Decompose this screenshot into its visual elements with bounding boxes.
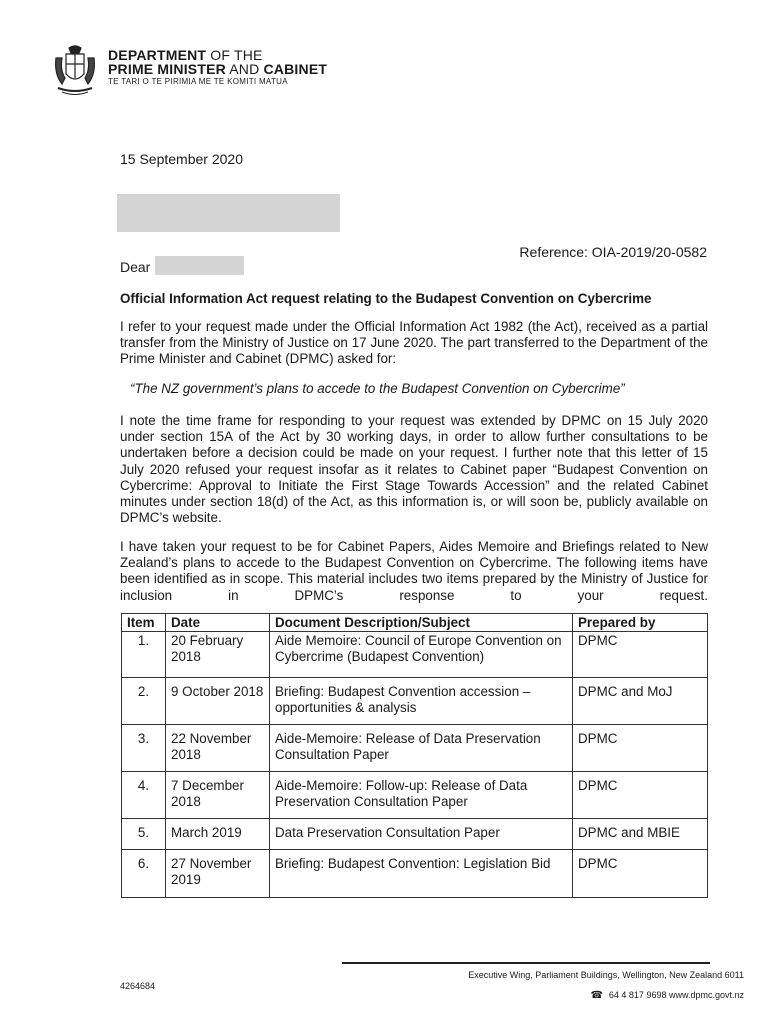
document-id: 4264684 xyxy=(120,981,156,991)
telephone-icon: ☎ xyxy=(590,990,603,1001)
cell-date: March 2019 xyxy=(166,819,270,850)
maori-dept-name: TE TARI O TE PIRIMIA ME TE KOMITI MATUA xyxy=(108,77,288,86)
cell-subject: Data Preservation Consultation Paper xyxy=(270,819,573,850)
cell-prepared-by: DPMC xyxy=(573,850,708,898)
cell-date: 20 February 2018 xyxy=(166,632,270,678)
cell-item: 2. xyxy=(122,678,166,725)
cell-item: 5. xyxy=(122,819,166,850)
footer-contact-text: 64 4 817 9698 www.dpmc.govt.nz xyxy=(608,990,744,1000)
cell-prepared-by: DPMC xyxy=(573,632,708,678)
cell-subject: Briefing: Budapest Convention: Legislation Bid xyxy=(270,850,573,898)
cell-item: 6. xyxy=(122,850,166,898)
dept-name-line-1: DEPARTMENT OF THE xyxy=(108,47,263,63)
table-row xyxy=(122,819,708,850)
cell-date: 22 November 2018 xyxy=(166,725,270,772)
header-date: Date xyxy=(166,614,270,632)
reference-number: Reference: OIA-2019/20-0582 xyxy=(519,244,707,260)
cell-date: 27 November 2019 xyxy=(166,850,270,898)
table-row xyxy=(122,772,708,819)
table-row xyxy=(122,632,708,678)
cell-subject: Aide-Memoire: Follow-up: Release of Data Preservation Consultation Paper xyxy=(270,772,573,819)
nz-coat-of-arms-icon xyxy=(52,44,98,96)
cell-prepared-by: DPMC xyxy=(573,772,708,819)
dept-name-line-2: PRIME MINISTER AND CABINET xyxy=(108,61,328,77)
cell-subject: Briefing: Budapest Convention accession – opportunities & analysis xyxy=(270,678,573,725)
footer-address: Executive Wing, Parliament Buildings, Wellington, New Zealand 6011 xyxy=(468,970,744,980)
cell-prepared-by: DPMC and MBIE xyxy=(573,819,708,850)
table-row xyxy=(122,678,708,725)
cell-date: 9 October 2018 xyxy=(166,678,270,725)
redacted-address-block xyxy=(117,194,340,232)
table-row xyxy=(122,725,708,772)
letter-subject: Official Information Act request relating to the Budapest Convention on Cybercrime xyxy=(120,291,652,306)
cell-prepared-by: DPMC and MoJ xyxy=(573,678,708,725)
paragraph-3: I have taken your request to be for Cabinet Papers, Aides Memoire and Briefings related to New Zealand’s plans to accede to the Budapest Convention on Cybercrime. The following items have been identified as in scope. This material includes two items prepared by the Ministry of Justice for inclusion in DPMC’s response to your request. xyxy=(120,539,708,603)
table-row xyxy=(122,850,708,898)
table-header-row xyxy=(122,614,708,632)
header-prepared-by: Prepared by xyxy=(573,614,708,632)
cell-prepared-by: DPMC xyxy=(573,725,708,772)
cell-item: 3. xyxy=(122,725,166,772)
cell-subject: Aide Memoire: Council of Europe Convention on Cybercrime (Budapest Convention) xyxy=(270,632,573,678)
footer-contact xyxy=(590,990,744,1001)
header-subject: Document Description/Subject xyxy=(270,614,573,632)
cell-subject: Aide-Memoire: Release of Data Preservation Consultation Paper xyxy=(270,725,573,772)
items-table xyxy=(121,613,708,898)
cell-date: 7 December 2018 xyxy=(166,772,270,819)
letter-date: 15 September 2020 xyxy=(120,151,243,167)
paragraph-1: I refer to your request made under the Official Information Act 1982 (the Act), received as a partial transfer from the Ministry of Justice on 17 June 2020. The part transferred to the Department of the Prime Minister and Cabinet (DPMC) asked for: xyxy=(120,319,708,367)
footer-divider xyxy=(342,962,710,964)
salutation: Dear xyxy=(120,259,151,275)
paragraph-2: I note the time frame for responding to your request was extended by DPMC on 15 July 2020 under section 15A of the Act by 30 working days, in order to allow further consultations to be undertaken before a decision could be made on your request. I further note that this letter of 15 July 2020 refused your request insofar as it relates to Cabinet paper “Budapest Convention on Cybercrime: Approval to Initiate the First Stage Towards Accession” and the related Cabinet minutes under section 18(d) of the Act, as this information is, or will soon be, publicly available on DPMC’s website. xyxy=(120,413,708,526)
redacted-recipient-name xyxy=(155,256,244,275)
header-item: Item xyxy=(122,614,166,632)
request-quote: “The NZ government’s plans to accede to the Budapest Convention on Cybercrime” xyxy=(130,381,625,396)
cell-item: 1. xyxy=(122,632,166,678)
cell-item: 4. xyxy=(122,772,166,819)
